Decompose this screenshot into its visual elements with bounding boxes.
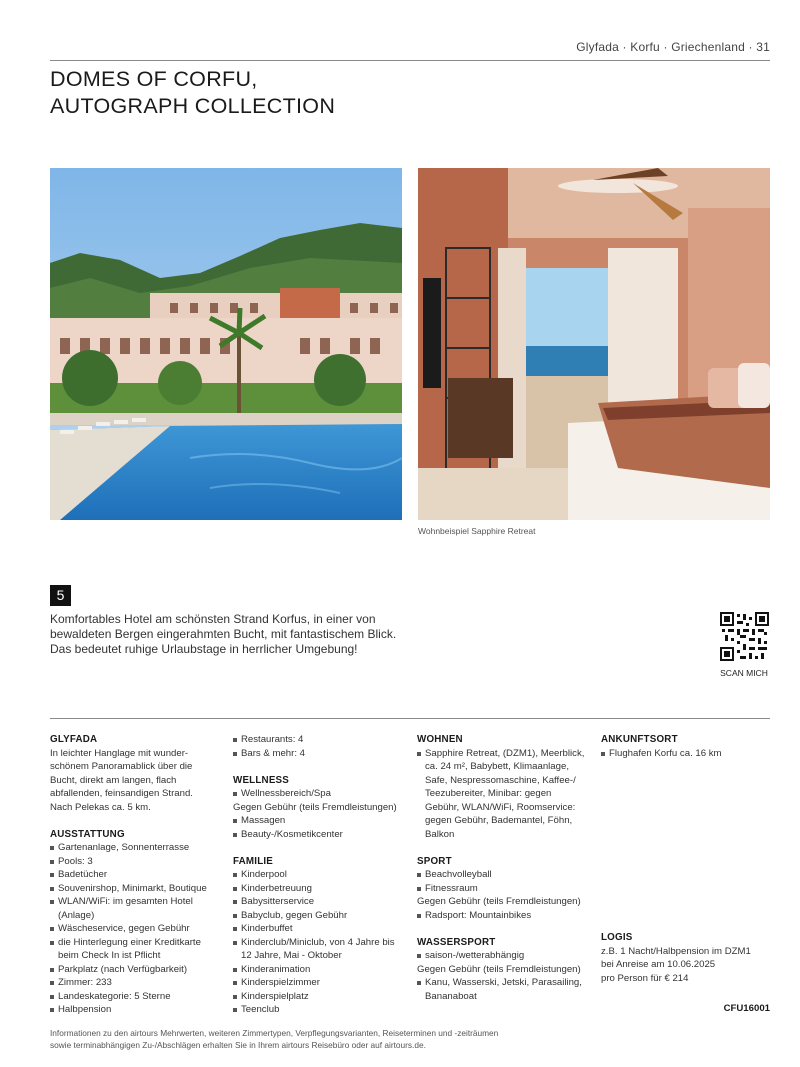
list-item (417, 976, 595, 1003)
hotel-title-line-2: AUTOGRAPH COLLECTION (50, 94, 336, 118)
list-item-text: Balkon (425, 828, 455, 840)
logis-price: pro Person für € 214 (601, 972, 689, 984)
section-heading-glyfada: GLYFADA (50, 734, 98, 745)
list-item-text: Kanu, Wasserski, Jetski, Parasailing, (425, 977, 582, 988)
list-item (50, 922, 220, 936)
list-item-text: gegen Gebühr, Bademantel, Föhn, (425, 815, 573, 826)
logis-text: bei Anreise am 10.06.2025 (601, 959, 716, 970)
logis-text: z.B. 1 Nacht/Halbpension im DZM1 (601, 945, 751, 957)
list-item-text: saison-/wetterabhängig (425, 950, 525, 961)
list-item-text: Kinderbetreuung (241, 882, 312, 894)
fee-note: Gegen Gebühr (teils Fremdleistungen) (233, 801, 397, 813)
list-item-text: Fitnessraum (425, 882, 478, 894)
section-heading-wohnen: WOHNEN (417, 734, 463, 745)
list-item (50, 990, 220, 1004)
list-item (50, 936, 220, 963)
list-item (50, 841, 220, 855)
qr-scan-label: SCAN MICH (720, 668, 768, 678)
list-item (233, 828, 408, 842)
list-item (50, 868, 220, 882)
list-item-text: Babysitterservice (241, 896, 315, 907)
list-item-text: Pools: 3 (58, 855, 93, 867)
list-item (233, 936, 408, 963)
list-item-text: Souvenirshop, Minimarkt, Boutique (58, 882, 207, 894)
list-item-text: Kinderanimation (241, 963, 311, 975)
list-item-text: Zimmer: 233 (58, 977, 112, 988)
hotel-pool-photo (50, 168, 402, 520)
list-item-text: Parkplatz (nach Verfügbarkeit) (58, 963, 188, 975)
intro-line: Komfortables Hotel am schönsten Strand Korfus, in einer von (50, 612, 376, 626)
list-item-text: die Hinterlegung einer Kreditkarte (58, 936, 201, 948)
footer-line: Informationen zu den airtours Mehrwerten, weiteren Zimmertypen, Verpflegungsvarianten, Reiseterminen und -zeiträumen (50, 1028, 499, 1038)
list-item (233, 909, 408, 923)
info-column-1 (50, 733, 220, 1017)
hotel-title (50, 66, 335, 120)
list-item (233, 787, 408, 801)
list-item-text: Teenclub (241, 1004, 280, 1015)
list-item (233, 814, 408, 828)
fee-note: Gegen Gebühr (teils Fremdleistungen) (417, 963, 581, 975)
room-photo (418, 168, 770, 520)
list-item-text: Massagen (241, 815, 286, 826)
list-item-text: ca. 24 m², Babybett, Klimaanlage, (425, 761, 569, 772)
section-heading-sport: SPORT (417, 855, 452, 867)
list-item (233, 895, 408, 909)
list-item-text: Landeskategorie: 5 Sterne (58, 990, 171, 1002)
logis-block (601, 931, 771, 985)
page-location-line: Glyfada · Korfu · Griechenland · 31 (576, 40, 770, 54)
list-item (233, 963, 408, 977)
fee-note: Gegen Gebühr (teils Fremdleistungen) (417, 896, 581, 907)
header-divider (50, 60, 770, 61)
list-item-text: Wäscheservice, gegen Gebühr (58, 923, 190, 934)
section-heading-wassersport: WASSERSPORT (417, 936, 496, 948)
hotel-title-line-1: DOMES OF CORFU, (50, 67, 258, 91)
info-column-4 (601, 733, 771, 760)
list-item (417, 949, 595, 963)
footer-line: sowie terminabhängigen Zu-/Abschlägen erhalten Sie in Ihrem airtours Reisebüro oder auf airtours.de. (50, 1040, 426, 1050)
footer-note (50, 1027, 750, 1051)
section-heading-ankunftsort: ANKUNFTSORT (601, 734, 678, 745)
list-item-text: Kinderbuffet (241, 923, 293, 934)
list-item (233, 990, 408, 1004)
glyfada-text: Nach Pelekas ca. 5 km. (50, 801, 151, 813)
list-item-text: Sapphire Retreat, (DZM1), Meerblick, (425, 747, 585, 759)
list-item-text: Restaurants: 4 (241, 734, 304, 745)
list-item (50, 895, 220, 922)
rating-badge: 5 (50, 585, 71, 606)
list-item (233, 868, 408, 882)
list-item-text: (Anlage) (58, 909, 95, 921)
qr-code[interactable] (720, 612, 769, 661)
list-item (233, 1003, 408, 1017)
list-item-text: Beachvolleyball (425, 869, 492, 880)
info-divider (50, 718, 770, 719)
section-heading-familie: FAMILIE (233, 855, 274, 867)
list-item-text: Gartenanlage, Sonnenterrasse (58, 842, 190, 853)
list-item-text: Radsport: Mountainbikes (425, 909, 532, 921)
list-item-text: Bananaboat (425, 990, 477, 1002)
list-item (50, 1003, 220, 1017)
list-item-text: WLAN/WiFi: im gesamten Hotel (58, 896, 193, 907)
intro-line: bewaldeten Bergen eingerahmten Bucht, mit fantastischem Blick. (50, 627, 397, 641)
list-item (417, 868, 595, 882)
list-item-text: Kinderspielplatz (241, 990, 309, 1002)
glyfada-text: In leichter Hanglage mit wunder- (50, 747, 189, 759)
list-item-text: 12 Jahre, Mai - Oktober (241, 950, 342, 961)
list-item (417, 747, 595, 842)
list-item-text: Safe, Nespressomaschine, Kaffee-/ (425, 774, 576, 786)
list-item (233, 747, 408, 761)
glyfada-text: abfallenden, feinsandigen Strand. (50, 788, 193, 799)
list-item-text: Bars & mehr: 4 (241, 747, 305, 759)
list-item-text: Kinderclub/Miniclub, von 4 Jahre bis (241, 936, 395, 948)
list-item-text: beim Check In ist Pflicht (58, 950, 161, 961)
list-item (417, 882, 595, 896)
list-item (417, 909, 595, 923)
list-item (50, 882, 220, 896)
info-column-2 (233, 733, 408, 1017)
glyfada-text: Bucht, direkt am langen, flach (50, 774, 177, 786)
list-item-text: Beauty-/Kosmetikcenter (241, 828, 343, 840)
list-item-text: Gebühr, WLAN/WiFi, Roomservice: (425, 801, 576, 813)
section-heading-logis: LOGIS (601, 932, 633, 943)
intro-line: Das bedeutet ruhige Urlaubstage in herrlicher Umgebung! (50, 642, 358, 656)
room-photo-caption: Wohnbeispiel Sapphire Retreat (418, 526, 536, 536)
list-item-text: Kinderspielzimmer (241, 977, 320, 988)
list-item-text: Halbpension (58, 1004, 112, 1015)
list-item-text: Teezubereiter, Minibar: gegen (425, 788, 552, 799)
list-item-text: Kinderpool (241, 869, 287, 880)
list-item (50, 855, 220, 869)
list-item-text: Babyclub, gegen Gebühr (241, 909, 348, 921)
list-item-text: Wellnessbereich/Spa (241, 788, 331, 799)
list-item (233, 733, 408, 747)
list-item (233, 976, 408, 990)
glyfada-text: schönem Panoramablick über die (50, 761, 193, 772)
list-item (50, 976, 220, 990)
list-item-text: Flughafen Korfu ca. 16 km (609, 747, 722, 759)
offer-code: CFU16001 (723, 1003, 770, 1014)
section-heading-ausstattung: AUSSTATTUNG (50, 828, 125, 840)
intro-text (50, 612, 410, 657)
list-item (50, 963, 220, 977)
list-item (233, 882, 408, 896)
list-item (233, 922, 408, 936)
info-column-3 (417, 733, 595, 1003)
list-item-text: Badetücher (58, 869, 108, 880)
section-heading-wellness: WELLNESS (233, 774, 290, 786)
list-item (601, 747, 771, 761)
